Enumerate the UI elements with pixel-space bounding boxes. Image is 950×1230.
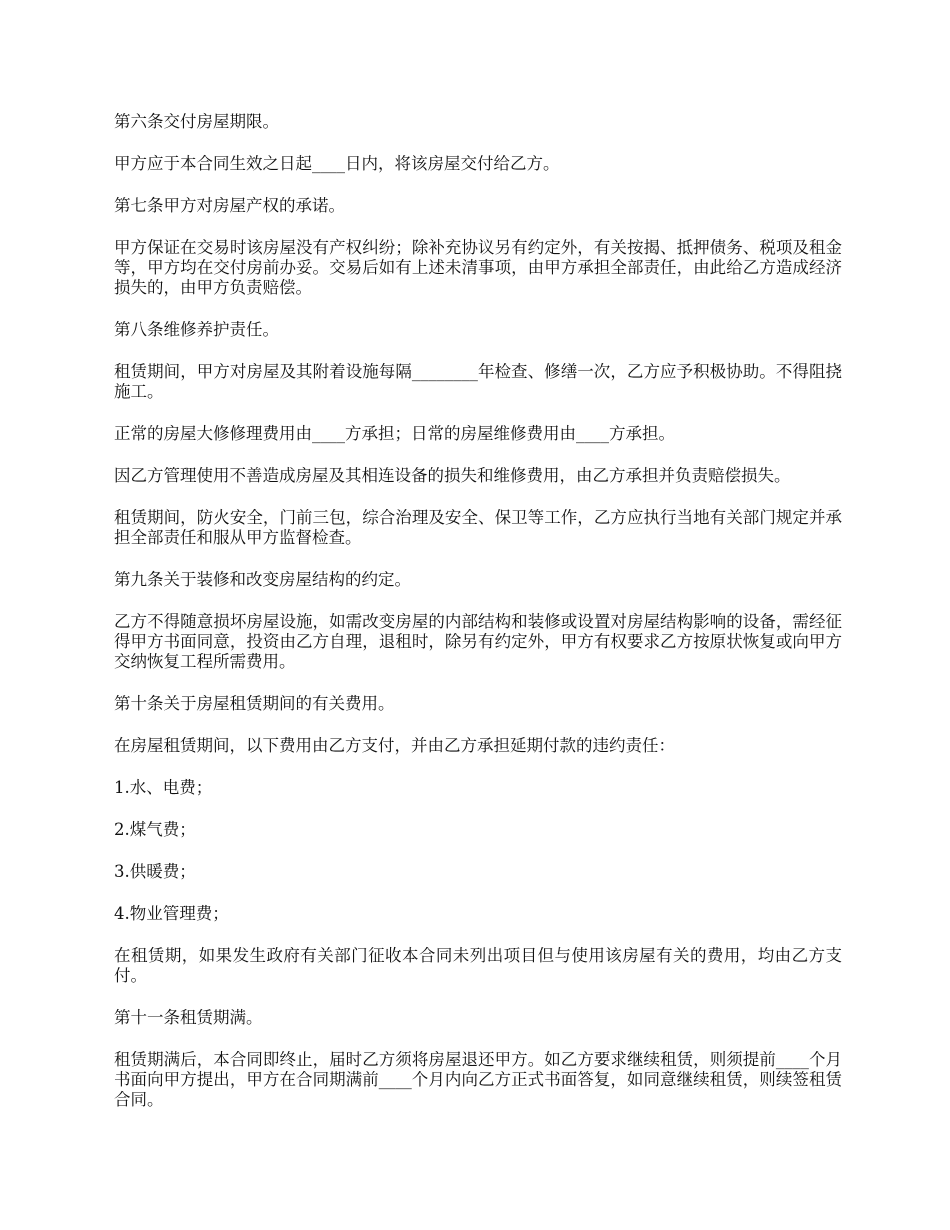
clause-11-heading: 第十一条租赁期满。: [114, 1008, 263, 1027]
clause-7-text: 甲方保证在交易时该房屋没有产权纠纷；除补充协议另有约定外，有关按揭、抵押债务、税项及租金等，甲方均在交付房前办妥。交易后如有上述未清事项，由甲方承担全部责任，由此给乙方造成经济损失的，由甲方负责赔偿。: [114, 238, 842, 297]
clause-6-heading: 第六条交付房屋期限。: [114, 112, 279, 131]
clause-10-heading: 第十条关于房屋租赁期间的有关费用。: [114, 694, 395, 713]
clause-10-text-other-fees: 在租赁期，如果发生政府有关部门征收本合同未列出项目但与使用该房屋有关的费用，均由乙方支付。: [114, 946, 842, 985]
clause-8-heading: 第八条维修养护责任。: [114, 320, 279, 339]
clause-7-heading: 第七条甲方对房屋产权的承诺。: [114, 196, 345, 215]
document-body: [114, 112, 842, 1132]
clause-8-text-inspection: 租赁期间，甲方对房屋及其附着设施每隔________年检查、修缮一次，乙方应予积极协助。不得阻挠施工。: [114, 362, 842, 401]
fee-list-item: 2.煤气费；: [114, 820, 196, 839]
clause-6-text: 甲方应于本合同生效之日起____日内，将该房屋交付给乙方。: [114, 154, 560, 173]
clause-8-text-safety: 租赁期间，防火安全，门前三包，综合治理及安全、保卫等工作，乙方应执行当地有关部门规定并承担全部责任和服从甲方监督检查。: [114, 508, 842, 547]
clause-9-text: 乙方不得随意损坏房屋设施，如需改变房屋的内部结构和装修或设置对房屋结构影响的设备，需经征得甲方书面同意，投资由乙方自理，退租时，除另有约定外，甲方有权要求乙方按原状恢复或向甲方交纳恢复工程所需费用。: [114, 612, 842, 671]
fee-list-item: 4.物业管理费；: [114, 904, 229, 923]
fee-list-item: 1.水、电费；: [114, 778, 213, 797]
clause-8-text-costs: 正常的房屋大修修理费用由____方承担；日常的房屋维修费用由____方承担。: [114, 424, 675, 443]
clause-11-text: 租赁期满后，本合同即终止，届时乙方须将房屋退还甲方。如乙方要求继续租赁，则须提前____个月书面向甲方提出，甲方在合同期满前____个月内向乙方正式书面答复，如同意继续租赁，则续签租赁合同。: [114, 1050, 842, 1109]
clause-8-text-damage: 因乙方管理使用不善造成房屋及其相连设备的损失和维修费用，由乙方承担并负责赔偿损失。: [114, 466, 791, 485]
fee-list-item: 3.供暖费；: [114, 862, 196, 881]
clause-9-heading: 第九条关于装修和改变房屋结构的约定。: [114, 570, 411, 589]
clause-10-intro: 在房屋租赁期间，以下费用由乙方支付，并由乙方承担延期付款的违约责任：: [114, 736, 675, 755]
